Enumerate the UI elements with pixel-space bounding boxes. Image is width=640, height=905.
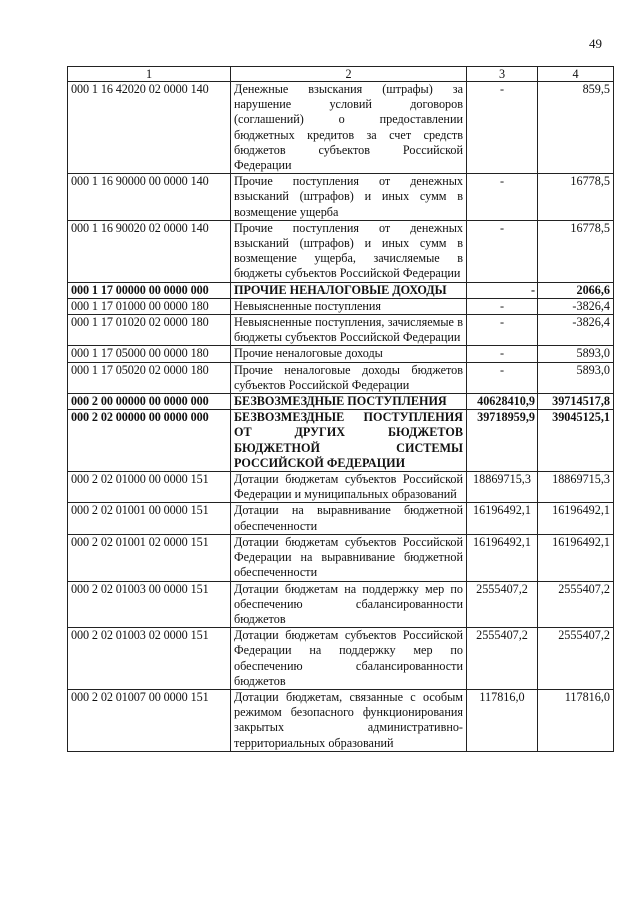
value-col-3-cell: - — [467, 298, 538, 314]
item-name-cell: Невыясненные поступления, зачисляемые в бюджеты субъектов Российской Федерации — [231, 315, 467, 346]
item-name-cell: Денежные взыскания (штрафы) за нарушение условий договоров (соглашений) о предоставлении бюджетных кредитов за счет средств бюджетов субъектов Российской Федерации — [231, 82, 467, 174]
value-col-4-cell: 16196492,1 — [538, 503, 614, 534]
table-row — [68, 581, 614, 628]
budget-code-cell: 000 1 16 90000 00 0000 140 — [68, 174, 231, 221]
header-col-1: 1 — [68, 67, 231, 82]
value-col-4-cell: 2555407,2 — [538, 628, 614, 690]
page-number: 49 — [589, 36, 602, 51]
item-name-cell: Прочие неналоговые доходы бюджетов субъектов Российской Федерации — [231, 362, 467, 393]
item-name-cell: Прочие поступления от денежных взысканий (штрафов) и иных сумм в возмещение ущерба — [231, 174, 467, 221]
value-col-3-cell: 2555407,2 — [467, 628, 538, 690]
value-col-4-cell: 5893,0 — [538, 346, 614, 362]
item-name-cell: ПРОЧИЕ НЕНАЛОГОВЫЕ ДОХОДЫ — [231, 282, 467, 298]
value-col-4-cell: 39714517,8 — [538, 394, 614, 410]
table-row — [68, 346, 614, 362]
header-col-3: 3 — [467, 67, 538, 82]
table-row — [68, 282, 614, 298]
budget-code-cell: 000 2 02 00000 00 0000 000 — [68, 410, 231, 472]
item-name-cell: Дотации бюджетам субъектов Российской Федерации и муниципальных образований — [231, 472, 467, 503]
value-col-4-cell: 5893,0 — [538, 362, 614, 393]
budget-code-cell: 000 2 02 01007 00 0000 151 — [68, 689, 231, 751]
budget-code-cell: 000 2 02 01000 00 0000 151 — [68, 472, 231, 503]
item-name-cell: БЕЗВОЗМЕЗДНЫЕ ПОСТУПЛЕНИЯ ОТ ДРУГИХ БЮДЖЕТОВ БЮДЖЕТНОЙ СИСТЕМЫ РОССИЙСКОЙ ФЕДЕРАЦИИ — [231, 410, 467, 472]
budget-code-cell: 000 2 00 00000 00 0000 000 — [68, 394, 231, 410]
value-col-4-cell: 16778,5 — [538, 220, 614, 282]
table-row — [68, 82, 614, 174]
value-col-3-cell: - — [467, 220, 538, 282]
value-col-4-cell: 18869715,3 — [538, 472, 614, 503]
item-name-cell: Дотации бюджетам, связанные с особым режимом безопасного функционирования закрытых административно-территориальных образований — [231, 689, 467, 751]
value-col-3-cell: 40628410,9 — [467, 394, 538, 410]
item-name-cell: Прочие поступления от денежных взысканий (штрафов) и иных сумм в возмещение ущерба, зачисляемые в бюджеты субъектов Российской Федерации — [231, 220, 467, 282]
value-col-3-cell: - — [467, 315, 538, 346]
budget-code-cell: 000 2 02 01003 02 0000 151 — [68, 628, 231, 690]
budget-code-cell: 000 2 02 01003 00 0000 151 — [68, 581, 231, 628]
value-col-3-cell: 16196492,1 — [467, 534, 538, 581]
budget-code-cell: 000 1 17 05000 00 0000 180 — [68, 346, 231, 362]
header-col-4: 4 — [538, 67, 614, 82]
value-col-4-cell: 39045125,1 — [538, 410, 614, 472]
value-col-3-cell: - — [467, 174, 538, 221]
value-col-4-cell: 2066,6 — [538, 282, 614, 298]
value-col-3-cell: 18869715,3 — [467, 472, 538, 503]
budget-code-cell: 000 2 02 01001 02 0000 151 — [68, 534, 231, 581]
value-col-3-cell: - — [467, 282, 538, 298]
table-row — [68, 220, 614, 282]
value-col-4-cell: 859,5 — [538, 82, 614, 174]
item-name-cell: Дотации бюджетам субъектов Российской Федерации на выравнивание бюджетной обеспеченности — [231, 534, 467, 581]
table-row — [68, 174, 614, 221]
budget-code-cell: 000 1 16 90020 02 0000 140 — [68, 220, 231, 282]
budget-code-cell: 000 1 16 42020 02 0000 140 — [68, 82, 231, 174]
budget-code-cell: 000 1 17 05020 02 0000 180 — [68, 362, 231, 393]
item-name-cell: Прочие неналоговые доходы — [231, 346, 467, 362]
budget-code-cell: 000 2 02 01001 00 0000 151 — [68, 503, 231, 534]
budget-table — [67, 66, 614, 752]
value-col-3-cell: - — [467, 82, 538, 174]
value-col-4-cell: 16778,5 — [538, 174, 614, 221]
value-col-3-cell: 39718959,9 — [467, 410, 538, 472]
value-col-4-cell: 16196492,1 — [538, 534, 614, 581]
table-row — [68, 394, 614, 410]
value-col-3-cell: 16196492,1 — [467, 503, 538, 534]
item-name-cell: Невыясненные поступления — [231, 298, 467, 314]
table-row — [68, 503, 614, 534]
value-col-3-cell: - — [467, 362, 538, 393]
value-col-4-cell: -3826,4 — [538, 298, 614, 314]
budget-code-cell: 000 1 17 01000 00 0000 180 — [68, 298, 231, 314]
value-col-3-cell: 117816,0 — [467, 689, 538, 751]
table-row — [68, 298, 614, 314]
item-name-cell: БЕЗВОЗМЕЗДНЫЕ ПОСТУПЛЕНИЯ — [231, 394, 467, 410]
table-row — [68, 628, 614, 690]
table-row — [68, 472, 614, 503]
budget-code-cell: 000 1 17 01020 02 0000 180 — [68, 315, 231, 346]
table-row — [68, 534, 614, 581]
value-col-4-cell: 117816,0 — [538, 689, 614, 751]
item-name-cell: Дотации бюджетам на поддержку мер по обеспечению сбалансированности бюджетов — [231, 581, 467, 628]
table-row — [68, 689, 614, 751]
item-name-cell: Дотации на выравнивание бюджетной обеспеченности — [231, 503, 467, 534]
header-col-2: 2 — [231, 67, 467, 82]
value-col-3-cell: - — [467, 346, 538, 362]
value-col-3-cell: 2555407,2 — [467, 581, 538, 628]
table-header-row — [68, 67, 614, 82]
table-row — [68, 362, 614, 393]
table-body — [68, 82, 614, 752]
value-col-4-cell: -3826,4 — [538, 315, 614, 346]
table-row — [68, 410, 614, 472]
item-name-cell: Дотации бюджетам субъектов Российской Федерации на поддержку мер по обеспечению сбалансированности бюджетов — [231, 628, 467, 690]
table-row — [68, 315, 614, 346]
value-col-4-cell: 2555407,2 — [538, 581, 614, 628]
budget-code-cell: 000 1 17 00000 00 0000 000 — [68, 282, 231, 298]
